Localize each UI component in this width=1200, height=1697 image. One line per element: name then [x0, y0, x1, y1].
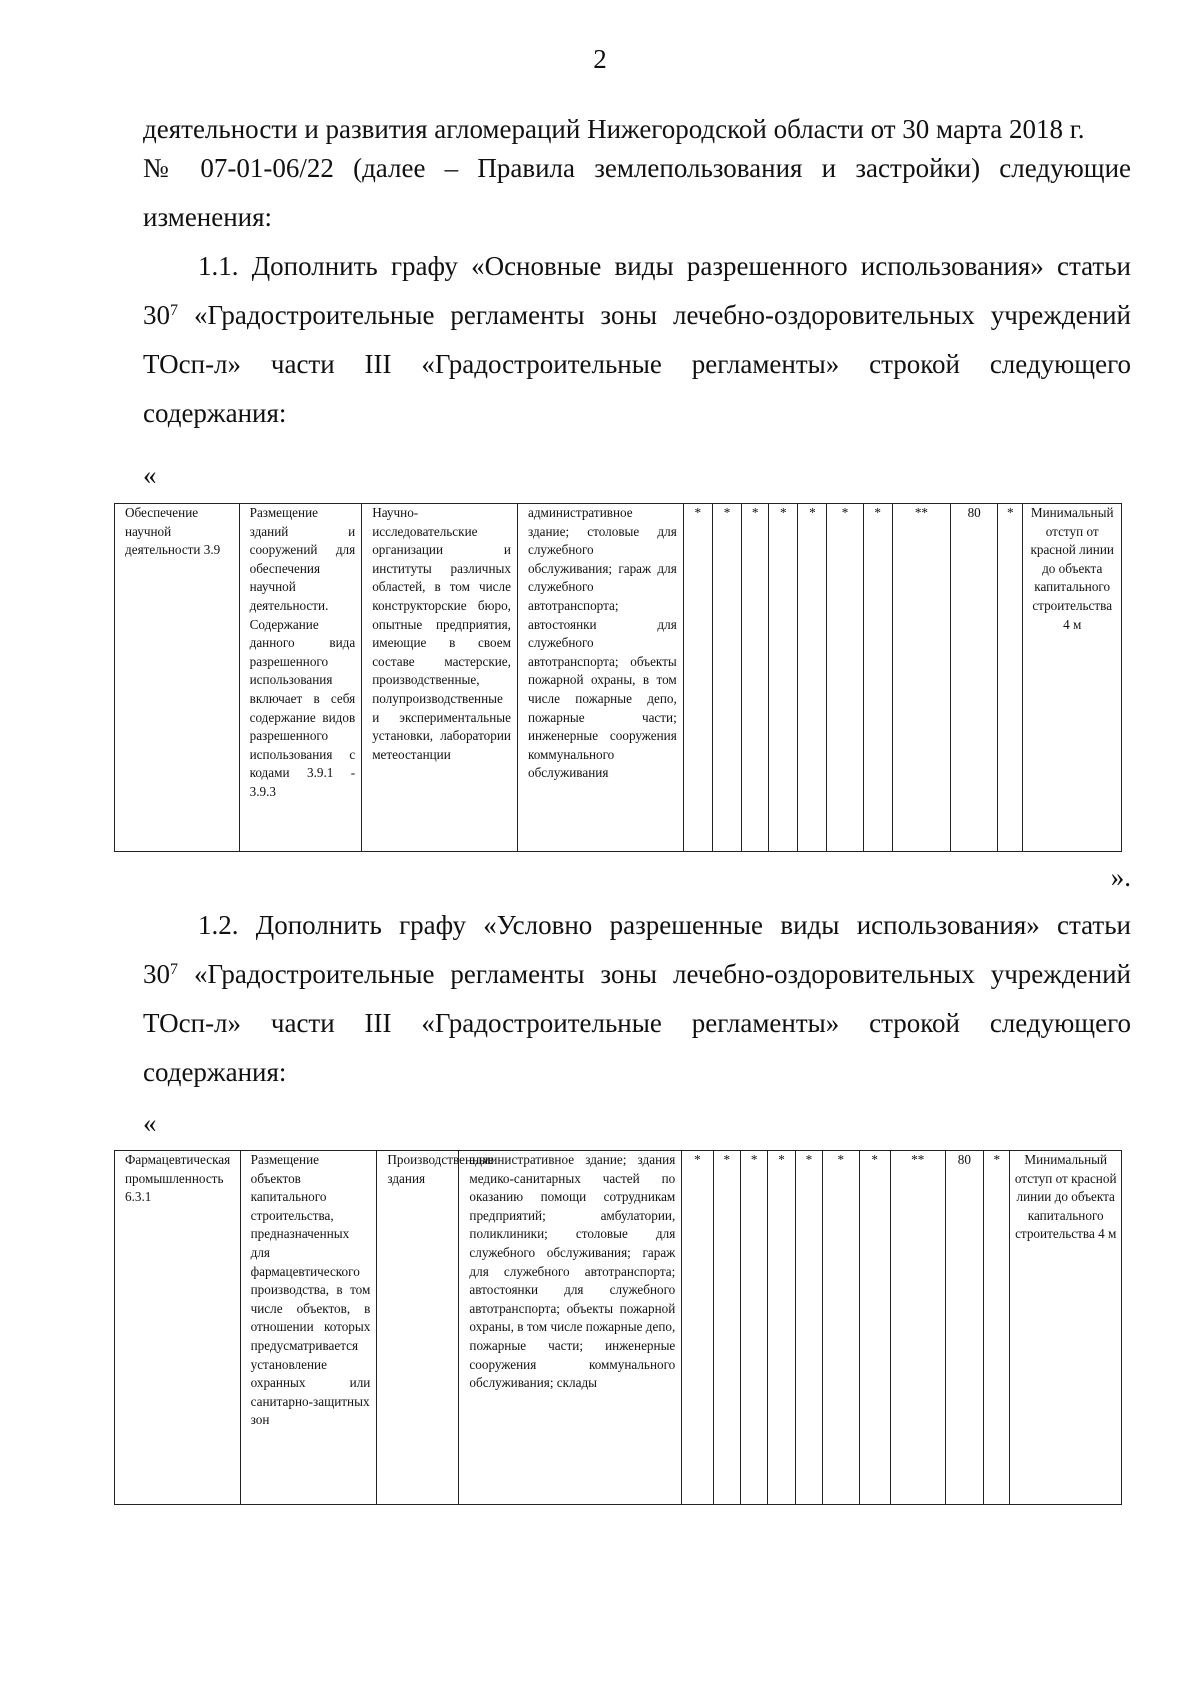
land-use-description	[240, 1151, 377, 1505]
parameter-2: *	[712, 504, 741, 852]
land-use-description-text: Размещение зданий и сооружений для обеспечения научной деятельности. Содержание данного вида разрешенного использования включает в себя содержание видов разрешенного использования с кодами 3.9.1 - 3.9.3	[249, 505, 356, 799]
auxiliary-objects-text: административное здание; здания медико-санитарных частей по оказанию помощи сотрудникам предприятий; амбулатории, поликлиники; столовые для служебного обслуживания; гараж для служебного автотранспорта; автостоянки для служебного автотранспорта; объекты пожарной охраны, в том числе пожарные депо, пожарные части; инженерные сооружения коммунального обслуживания; склады	[469, 1152, 676, 1391]
parameter-8: **	[892, 504, 950, 852]
intro-line-2: № 07-01-06/22 (далее – Правила землепользования и застройки) следующие	[143, 153, 1131, 183]
article-number: 30	[143, 300, 170, 330]
parameter-7: *	[859, 1151, 890, 1505]
land-use-description-text: Размещение объектов капитального строительства, предназначенных для фармацевтического производства, в том числе объектов, в отношении которых предусматривается установление охранных или санитарно-защитных зон	[250, 1152, 371, 1428]
section1-line-1	[143, 242, 1131, 291]
intro-line-1: деятельности и развития агломераций Нижегородской области от 30 марта 2018 г.	[143, 114, 1085, 144]
land-use-name	[115, 1151, 241, 1505]
section1-line-2	[143, 291, 1131, 340]
parameter-8: **	[890, 1151, 945, 1505]
parameter-1: *	[682, 1151, 713, 1505]
parameter-5: *	[798, 504, 827, 852]
parameter-9: 80	[945, 1151, 983, 1505]
parameter-6: *	[827, 504, 863, 852]
section2-line-3: ТОсп-л» части III «Градостроительные регламенты» строкой следующего	[143, 1008, 1131, 1038]
section1-regulation-table	[114, 503, 1122, 852]
permitted-objects-text: Научно-исследовательские организации и институты различных областей, в том числе конструкторские бюро, опытные предприятия, имеющие в своем составе мастерские, производственные, полупроизводственные и экспериментальные установки, лаборатории метеостанции	[372, 505, 511, 762]
setback-requirement	[1010, 1151, 1122, 1505]
parameter-10: *	[984, 1151, 1010, 1505]
setback-requirement	[1023, 504, 1122, 852]
parameter-10: *	[998, 504, 1023, 852]
section2-line-1	[143, 901, 1131, 950]
section1-line-2-text: «Градостроительные регламенты зоны лечебно-оздоровительных учреждений	[178, 300, 1131, 330]
land-use-name	[115, 504, 240, 852]
section2-line-2-text: «Градостроительные регламенты зоны лечебно-оздоровительных учреждений	[178, 959, 1131, 989]
land-use-description	[239, 504, 362, 852]
section1-quote-open: «	[143, 460, 157, 490]
section1-quote-close: ».	[1110, 862, 1131, 892]
parameter-9: 80	[951, 504, 998, 852]
section2-regulation-table	[114, 1150, 1122, 1505]
article-superscript: 7	[170, 302, 178, 319]
parameter-1: *	[683, 504, 712, 852]
setback-requirement-text: Минимальный отступ от красной линии до объекта капитального строительства 4 м	[1014, 1152, 1117, 1242]
auxiliary-objects	[517, 504, 683, 852]
parameter-7: *	[863, 504, 892, 852]
setback-requirement-text: Минимальный отступ от красной линии до объекта капитального строительства 4 м	[1030, 505, 1114, 632]
parameter-3: *	[742, 504, 769, 852]
table-row	[115, 1151, 1122, 1505]
article-superscript: 7	[170, 961, 178, 978]
section2-quote-open: «	[143, 1108, 157, 1138]
land-use-name-text: Обеспечение научной деятельности 3.9	[125, 505, 221, 558]
section1-line-4: содержания:	[143, 398, 287, 428]
parameter-6: *	[823, 1151, 859, 1505]
table-row	[115, 504, 1122, 852]
parameter-5: *	[795, 1151, 822, 1505]
parameter-4: *	[769, 504, 798, 852]
parameter-3: *	[741, 1151, 768, 1505]
auxiliary-objects	[459, 1151, 682, 1505]
section1-line-3: ТОсп-л» части III «Градостроительные регламенты» строкой следующего	[143, 349, 1131, 379]
parameter-4: *	[768, 1151, 795, 1505]
permitted-objects	[362, 504, 518, 852]
intro-line-3: изменения:	[143, 202, 273, 232]
section2-line-4: содержания:	[143, 1057, 287, 1087]
section2-line-1-text: 1.2. Дополнить графу «Условно разрешенные виды использования» статьи	[198, 910, 1131, 940]
auxiliary-objects-text: административное здание; столовые для служебного обслуживания; гараж для служебного автотранспорта; автостоянки для служебного автотранспорта; объекты пожарной охраны, в том числе пожарные депо, пожарные части; инженерные сооружения коммунального обслуживания	[527, 505, 677, 781]
article-number: 30	[143, 959, 170, 989]
permitted-objects	[377, 1151, 494, 1505]
page-number: 2	[593, 44, 607, 74]
permitted-objects-text: Производственные здания	[387, 1152, 494, 1186]
parameter-2: *	[713, 1151, 740, 1505]
section2-line-2	[143, 950, 1131, 999]
section1-line-1-text: 1.1. Дополнить графу «Основные виды разрешенного использования» статьи	[198, 251, 1131, 281]
land-use-name-text: Фармацевтическая промышленность 6.3.1	[125, 1152, 231, 1205]
